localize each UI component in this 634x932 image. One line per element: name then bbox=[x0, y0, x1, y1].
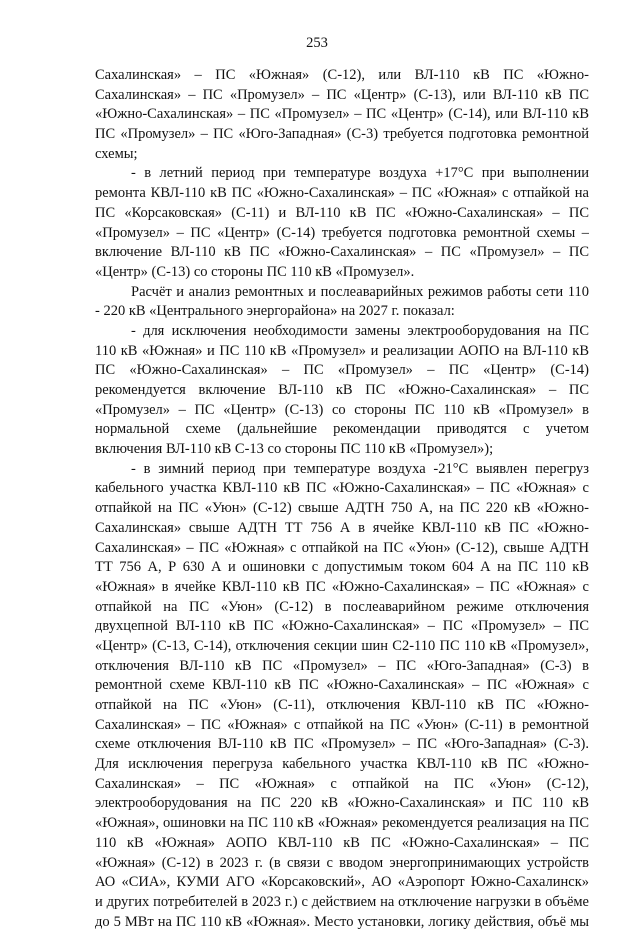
text-line: «Центр» (С-13, С-14), отключения секции шин С2-110 ПС 110 кВ «Промузел», bbox=[95, 637, 589, 654]
text-line: электрооборудования на ПС 220 кВ «Южно-Сахалинская» и ПС 110 кВ bbox=[95, 795, 589, 812]
text-line: Расчёт и анализ ремонтных и послеаварийных режимов работы сети 110 bbox=[131, 283, 589, 300]
text-line: Сахалинская» – ПС «Южная» с отпайкой на ПС «Уюн» (С-12), свыше АДТН bbox=[95, 539, 589, 556]
text-line: - для исключения необходимости замены электрооборудования на ПС bbox=[131, 322, 589, 339]
text-line: включения ВЛ-110 кВ С-13 со стороны ПС 110 кВ «Промузел»); bbox=[95, 441, 494, 458]
text-line: «Центр» (С-13) со стороны ПС 110 кВ «Промузел». bbox=[95, 263, 415, 280]
text-line: «Южная» в ячейке КВЛ-110 кВ ПС «Южно-Сахалинская» – ПС «Южная» с bbox=[95, 578, 589, 595]
text-line: до 5 МВт на ПС 110 кВ «Южная». Место установки, логику действия, объё мы bbox=[95, 913, 589, 930]
text-line: 110 кВ «Южная» АОПО КВЛ-110 кВ ПС «Южно-Сахалинская» – ПС bbox=[95, 834, 589, 851]
page-number: 253 bbox=[306, 35, 328, 51]
text-line: двухцепной ВЛ-110 кВ ПС «Южно-Сахалинская» – ПС «Промузел» – ПС bbox=[95, 618, 589, 635]
text-line: - в летний период при температуре воздуха +17°С при выполнении bbox=[131, 165, 589, 182]
document-body bbox=[95, 66, 589, 932]
text-line: - 220 кВ «Центрального энергорайона» на 2027 г. показал: bbox=[95, 303, 455, 320]
text-line: ПС «Промузел» – ПС «Юго-Западная» (С-3) требуется подготовка ремонтной bbox=[95, 126, 589, 143]
text-line: «Промузел» – ПС «Центр» (С-13) со стороны ПС 110 кВ «Промузел» в bbox=[95, 401, 589, 418]
text-line: ремонта КВЛ-110 кВ ПС «Южно-Сахалинская» – ПС «Южная» с отпайкой на bbox=[95, 185, 589, 202]
text-line: ремонтной схеме КВЛ-110 кВ ПС «Южно-Сахалинская» – ПС «Южная» с bbox=[95, 677, 589, 694]
text-line: отключения ВЛ-110 кВ ПС «Промузел» – ПС «Юго-Западная» (С-3) в bbox=[95, 657, 589, 674]
text-line: кабельного участка КВЛ-110 кВ ПС «Южно-Сахалинская» – ПС «Южная» с bbox=[95, 480, 589, 497]
text-line: отпайкой на ПС «Уюн» (С-11), отключения КВЛ-110 кВ ПС «Южно- bbox=[95, 697, 589, 713]
text-line: ТТ 756 А, Р 630 А и ошиновки с допустимым током 604 А на ПС 110 кВ bbox=[95, 559, 589, 576]
text-line: Для исключения перегруза кабельного участка КВЛ-110 кВ ПС «Южно- bbox=[95, 756, 589, 773]
text-line: «Южная», ошиновки на ПС 110 кВ «Южная» рекомендуется реализация на ПС bbox=[95, 815, 589, 832]
text-line: нормальной схеме (дальнейшие рекомендации приводятся с учетом bbox=[95, 421, 589, 438]
text-line: рекомендуется включение ВЛ-110 кВ ПС «Южно-Сахалинская» – ПС bbox=[95, 382, 589, 398]
text-line: и других потребителей в 2023 г.) с действием на отключение нагрузки в объёме bbox=[95, 893, 589, 910]
text-line: Сахалинская» – ПС «Южная» (С-12), или ВЛ-110 кВ ПС «Южно- bbox=[95, 67, 589, 83]
text-line: «Промузел» – ПС «Центр» (С-14) требуется подготовка ремонтной схемы – bbox=[95, 224, 589, 241]
text-line: Сахалинская» – ПС «Южная» с отпайкой на ПС «Уюн» (С-11) в ремонтной bbox=[95, 716, 589, 733]
text-line: - в зимний период при температуре воздуха -21°С выявлен перегруз bbox=[131, 460, 589, 477]
text-line: 110 кВ «Южная» и ПС 110 кВ «Промузел» и реализации АОПО на ВЛ-110 кВ bbox=[95, 342, 589, 359]
text-line: Сахалинская» – ПС «Южная» с отпайкой на ПС «Уюн» (С-12), bbox=[95, 775, 589, 792]
text-line: включение ВЛ-110 кВ ПС «Южно-Сахалинская» – ПС «Промузел» – ПС bbox=[95, 244, 589, 261]
text-line: схемы; bbox=[95, 145, 138, 162]
text-line: АО «СИА», КУМИ АГО «Корсаковский», АО «Аэропорт Южно-Сахалинск» bbox=[95, 874, 589, 891]
text-line: «Южно-Сахалинская» – ПС «Промузел» – ПС «Центр» (С-14), или ВЛ-110 кВ bbox=[95, 106, 589, 123]
text-line: ПС «Корсаковская» (С-11) и ВЛ-110 кВ ПС «Южно-Сахалинская» – ПС bbox=[95, 204, 589, 221]
text-line: схеме отключения ВЛ-110 кВ ПС «Промузел» – ПС «Юго-Западная» (С-3). bbox=[95, 736, 589, 753]
text-line: отпайкой на ПС «Уюн» (С-12) в послеаварийном режиме отключения bbox=[95, 598, 589, 615]
text-line: ПС «Южно-Сахалинская» – ПС «Промузел» – ПС «Центр» (С-14) bbox=[95, 362, 589, 379]
text-line: «Южная» (С-12) в 2023 г. (в связи с вводом энергопринимающих устройств bbox=[95, 854, 589, 871]
text-line: Сахалинская» – ПС «Промузел» – ПС «Центр» (С-13), или ВЛ-110 кВ ПС bbox=[95, 86, 589, 103]
text-line: отпайкой на ПС «Уюн» (С-12) свыше АДТН 750 А, на ПС 220 кВ «Южно- bbox=[95, 500, 589, 517]
text-line: Сахалинская» свыше АДТН ТТ 756 А в ячейке КВЛ-110 кВ ПС «Южно- bbox=[95, 519, 589, 536]
